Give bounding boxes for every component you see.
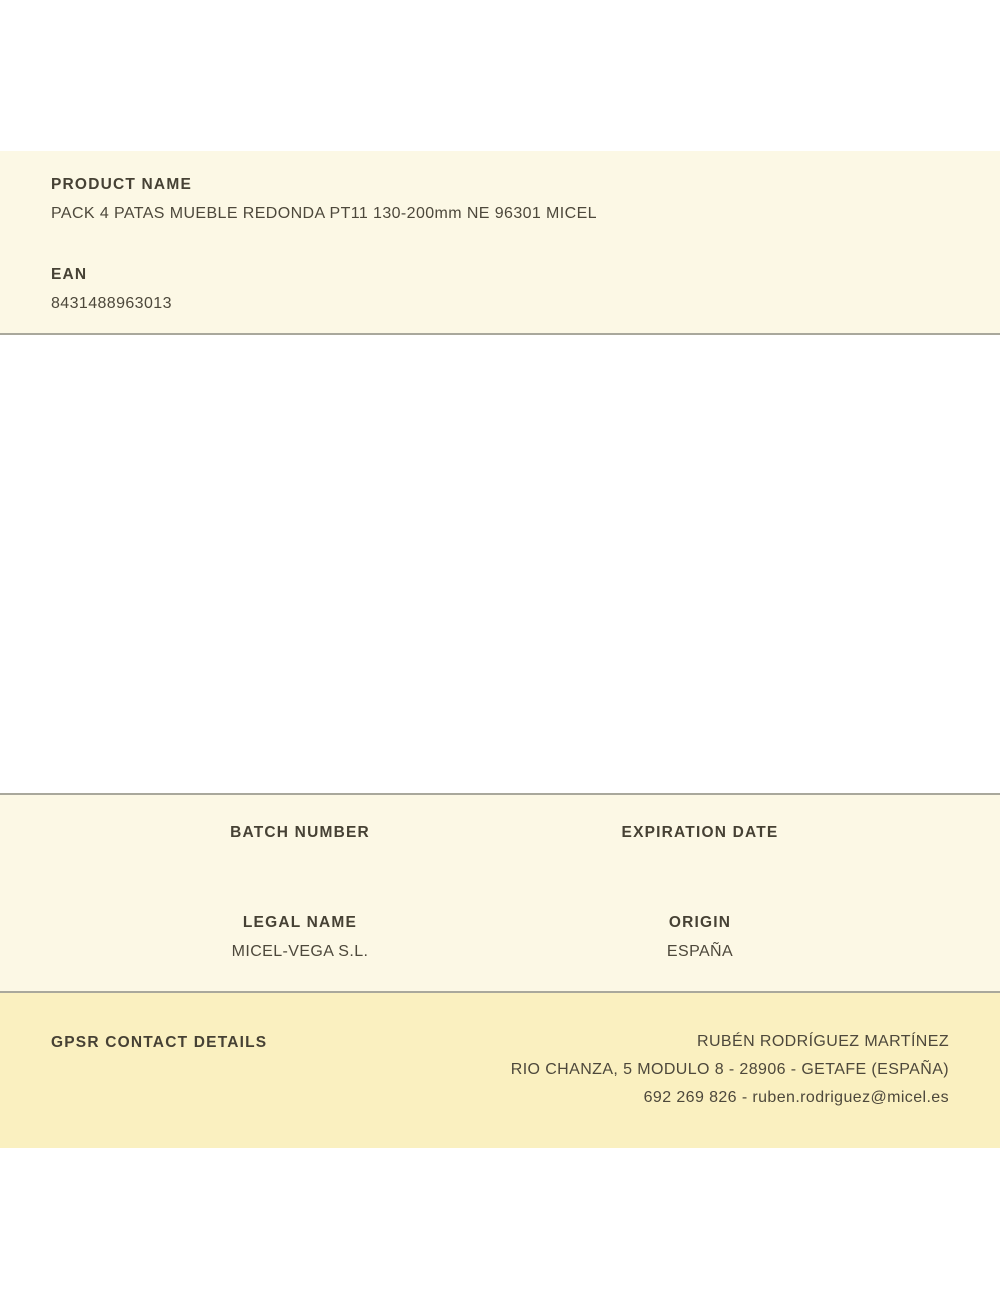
gpsr-contact-lines (267, 1028, 949, 1112)
batch-number-value (100, 852, 500, 872)
gpsr-contact-label: GPSR CONTACT DETAILS (51, 1034, 268, 1051)
product-name-label: PRODUCT NAME (51, 176, 192, 193)
legal-name-field (100, 913, 500, 962)
product-details-panel (0, 793, 1000, 993)
ean-value: 8431488963013 (51, 295, 172, 312)
gpsr-contact-panel (0, 993, 1000, 1148)
origin-label: ORIGIN (668, 914, 732, 931)
expiration-date-label: EXPIRATION DATE (621, 824, 779, 841)
legal-name-label: LEGAL NAME (242, 914, 358, 931)
batch-number-field (100, 823, 500, 872)
legal-name-value: MICEL-VEGA S.L. (231, 943, 369, 960)
ean-label: EAN (51, 266, 88, 283)
ean-field (51, 265, 950, 314)
details-grid (100, 823, 900, 962)
expiration-date-value (500, 852, 900, 872)
origin-field (500, 913, 900, 962)
product-name-field (51, 175, 950, 224)
expiration-date-field (500, 823, 900, 872)
batch-number-label: BATCH NUMBER (230, 824, 370, 841)
contact-phone-email: 692 269 826 - ruben.rodriguez@micel.es (643, 1089, 949, 1106)
contact-address: RIO CHANZA, 5 MODULO 8 - 28906 - GETAFE (ESPAÑA) (510, 1061, 949, 1078)
product-name-value: PACK 4 PATAS MUEBLE REDONDA PT11 130-200mm NE 96301 MICEL (51, 205, 597, 222)
product-info-panel (0, 151, 1000, 335)
contact-person-name: RUBÉN RODRÍGUEZ MARTÍNEZ (697, 1033, 949, 1050)
origin-value: ESPAÑA (666, 943, 734, 960)
